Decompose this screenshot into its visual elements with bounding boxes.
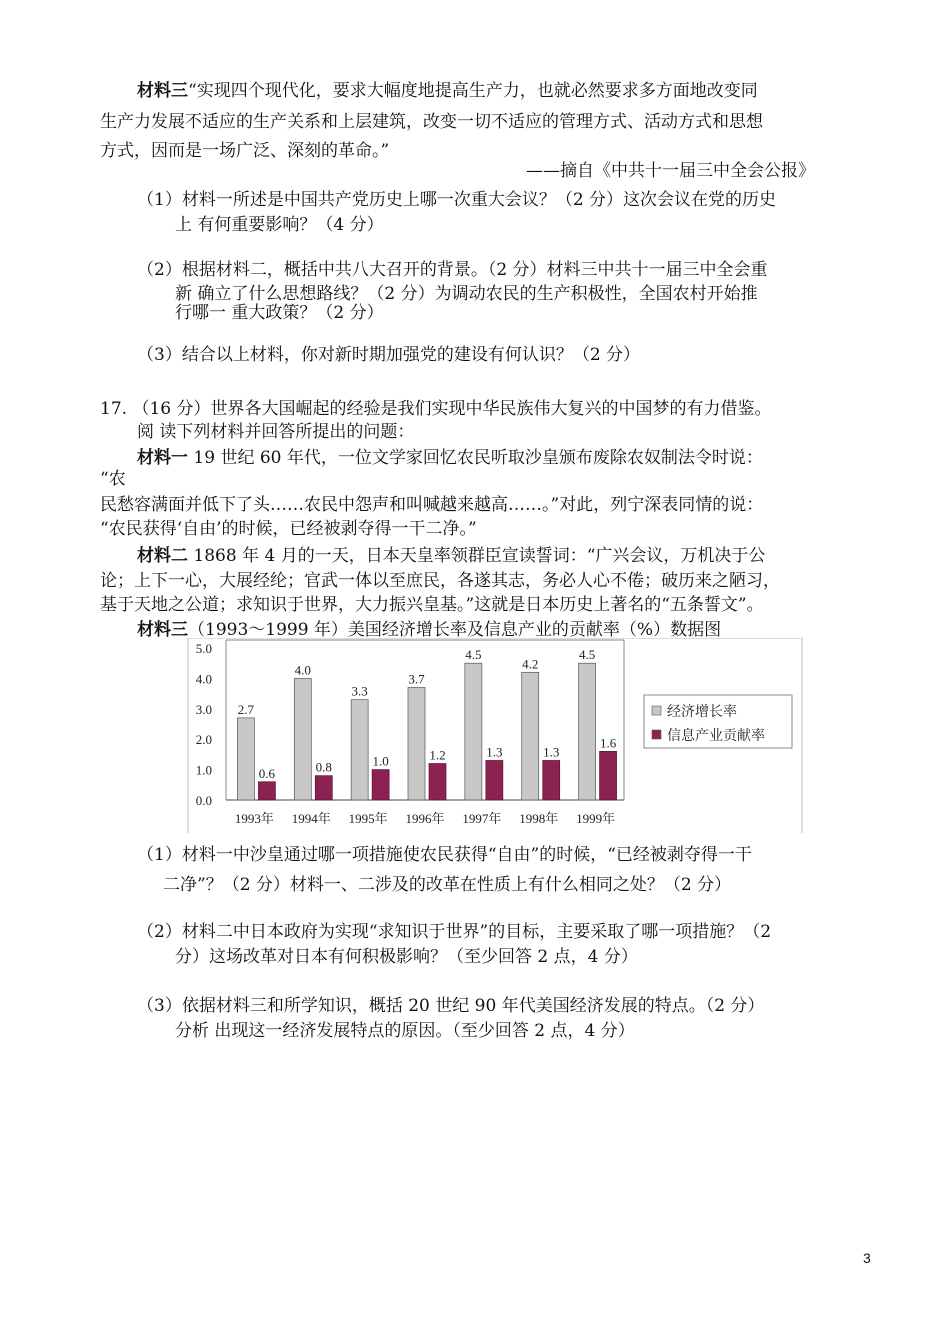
data-label: 3.3 [351,683,368,699]
material-label: 材料二 [137,546,188,566]
q17-material-2-line-1: 材料二 1868 年 4 月的一天，日本天皇率领群臣宣读誓词：“广兴会议，万机决于公 [137,546,766,566]
legend-label-info: 信息产业贡献率 [667,729,765,744]
bar-growth-1999年 [579,663,596,800]
material-3-line-2: 生产力发展不适应的生产关系和上层建筑，改变一切不适应的管理方式、活动方式和思想 [100,112,763,132]
q17-material-1-line-1: 材料一 19 世纪 60 年代，一位文学家回忆农民听取沙皇颁布废除农奴制法令时说： [137,448,763,468]
q17-intro-line-2: 阅 读下列材料并回答所提出的问题： [137,422,415,442]
q17-1-line-1: （1）材料一中沙皇通过哪一项措施使农民获得“自由”的时候，“已经被剥夺得一干 [137,845,752,865]
q17-1-line-2: 二净”？（2 分）材料一、二涉及的改革在性质上有什么相同之处？（2 分） [163,875,732,895]
q17-material-1-line-3: 民愁容满面并低下了头……农民中怨声和叫喊越来越高……。”对此，列宁深表同情的说： [100,495,764,515]
q16-1-line-2: 上 有何重要影响？（4 分） [175,215,384,235]
data-label: 4.5 [465,647,482,663]
page-number: 3 [863,1250,871,1266]
bar-info-1993年 [258,782,275,800]
bar-info-1994年 [315,776,332,800]
data-label: 1.3 [486,744,503,760]
bar-growth-1996年 [408,688,425,800]
material-3-source: ——摘自《中共十一届三中全会公报》 [526,161,815,181]
q17-material-1-line-2: “农 [100,469,126,489]
material-label: 材料三 [137,620,188,640]
x-tick-label: 1998年 [519,811,559,826]
q16-2-line-1: （2）根据材料二，概括中共八大召开的背景。（2 分）材料三中共十一届三中全会重 [137,260,768,280]
data-label: 3.7 [408,671,425,687]
q17-2-line-1: （2）材料二中日本政府为实现“求知识于世界”的目标，主要采取了哪一项措施？（2 [137,922,772,942]
q17-3-line-2: 分析 出现这一经济发展特点的原因。（至少回答 2 点，4 分） [175,1021,635,1041]
data-label: 4.2 [522,656,539,672]
bar-growth-1993年 [237,718,254,800]
data-label: 4.5 [578,647,596,663]
q16-3: （3）结合以上材料，你对新时期加强党的建设有何认识？（2 分） [137,345,641,365]
bar-info-1997年 [486,760,503,800]
x-tick-label: 1999年 [576,811,616,826]
q17-material-1-line-4: “农民获得‘自由’的时候，已经被剥夺得一干二净。” [100,519,477,539]
x-tick-label: 1994年 [291,811,331,826]
q17-intro-line-1: 17. （16 分）世界各大国崛起的经验是我们实现中华民族伟大复兴的中国梦的有力借鉴。 [100,399,772,419]
q17-3-line-1: （3）依据材料三和所学知识，概括 20 世纪 90 年代美国经济发展的特点。（2 分） [137,996,765,1016]
bar-growth-1997年 [465,663,482,800]
q17-material-3-title: 材料三（1993～1999 年）美国经济增长率及信息产业的贡献率（%）数据图 [137,620,722,640]
x-tick-label: 1993年 [234,811,274,826]
data-label: 2.7 [237,701,255,717]
legend-swatch-info [652,730,661,739]
y-tick-label: 1.0 [195,762,212,778]
y-tick-label: 3.0 [195,701,212,717]
y-tick-label: 2.0 [195,732,212,748]
data-label: 0.8 [315,759,332,775]
bar-info-1999年 [600,751,617,800]
bar-chart [186,638,804,833]
q17-2-line-2: 分）这场改革对日本有何积极影响？（至少回答 2 点，4 分） [175,947,638,967]
q16-2-line-2: 新 确立了什么思想路线？（2 分）为调动农民的生产积极性，全国农村开始推 [175,284,758,304]
bar-info-1998年 [543,760,560,800]
material-3-line-3: 方式，因而是一场广泛、深刻的革命。” [100,141,390,161]
data-label: 1.0 [372,753,389,769]
q17-material-2-line-2: 论；上下一心，大展经纶；官武一体以至庶民，各遂其志，务必人心不倦；破历来之陋习， [100,571,780,591]
x-tick-label: 1996年 [405,811,445,826]
bar-growth-1995年 [351,700,368,800]
data-label: 0.6 [258,765,276,781]
legend-swatch-growth [652,706,661,715]
legend-label-growth: 经济增长率 [667,705,737,720]
q17-material-2-line-3: 基于天地之公道；求知识于世界，大力振兴皇基。”这就是日本历史上著名的“五条誓文”。 [100,595,764,615]
x-tick-label: 1995年 [348,811,388,826]
q16-1-line-1: （1）材料一所述是中国共产党历史上哪一次重大会议？（2 分）这次会议在党的历史 [137,190,777,210]
y-tick-label: 4.0 [195,671,212,687]
data-label: 1.2 [429,747,446,763]
y-tick-label: 5.0 [195,641,212,656]
data-label: 4.0 [294,662,311,678]
bar-growth-1994年 [294,678,311,800]
bar-info-1996年 [429,764,446,800]
bar-growth-1998年 [522,672,539,800]
bar-info-1995年 [372,770,389,800]
data-label: 1.3 [543,744,560,760]
x-tick-label: 1997年 [462,811,502,826]
q16-2-line-3: 行哪一 重大政策？（2 分） [175,303,384,323]
material-label: 材料三 [137,81,188,101]
material-3-line-1: 材料三“实现四个现代化，要求大幅度地提高生产力，也就必然要求多方面地改变同 [137,81,758,101]
data-label: 1.6 [599,735,617,751]
material-label: 材料一 [137,448,188,468]
y-tick-label: 0.0 [195,793,212,808]
